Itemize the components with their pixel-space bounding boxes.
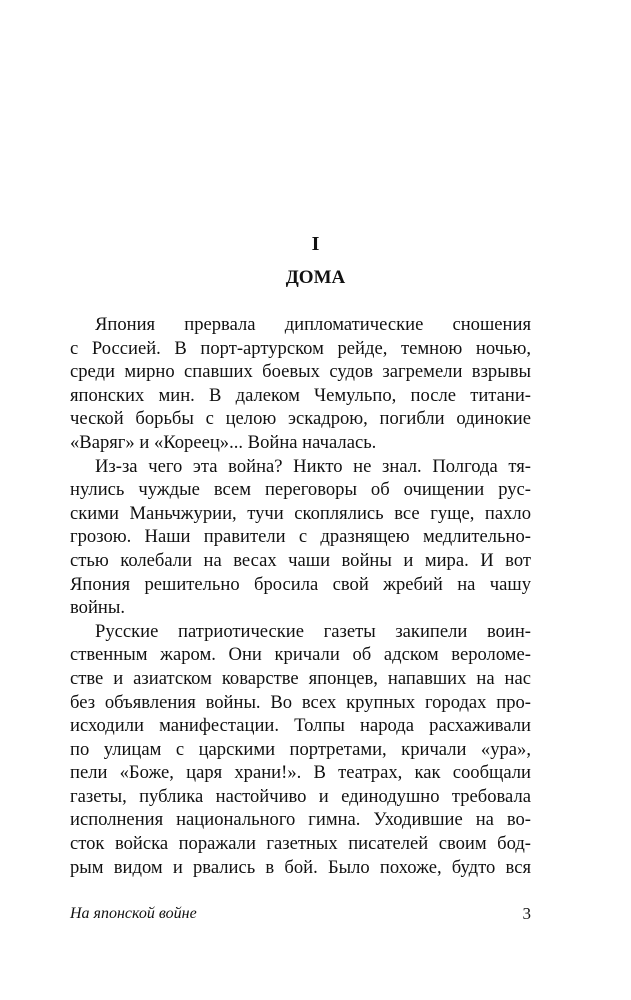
text-line: среди мирно спавших боевых судов загремели взрывы bbox=[70, 361, 531, 383]
text-line: Русские патриотические газеты закипели воин- bbox=[95, 620, 531, 642]
paragraph bbox=[70, 620, 531, 880]
text-line: Япония прервала дипломатические сношения bbox=[95, 314, 531, 335]
footer-book-title: На японской войне bbox=[70, 905, 197, 922]
text-line: пели «Боже, царя храни!». В театрах, как сообщали bbox=[70, 762, 531, 784]
chapter-number: I bbox=[311, 233, 320, 255]
text-line: без объявления войны. Во всех крупных городах про- bbox=[70, 691, 531, 713]
body-text bbox=[70, 313, 531, 879]
paragraph bbox=[70, 313, 531, 455]
text-line: нулись чуждые всем переговоры об очищении рус- bbox=[70, 479, 531, 501]
text-line: скими Маньчжурии, тучи скоплялись все гуще, пахло bbox=[70, 502, 531, 524]
text-line: стью колебали на весах чаши войны и мира. И вот bbox=[70, 549, 531, 571]
text-line: грозою. Наши правители с дразнящею медлительно- bbox=[70, 526, 531, 548]
text-line: Япония решительно бросила свой жребий на чашу bbox=[70, 573, 531, 595]
text-line: войны. bbox=[70, 597, 125, 619]
text-line: ственным жаром. Они кричали об адском вероломе- bbox=[70, 644, 531, 666]
chapter-title: ДОМА bbox=[285, 267, 346, 288]
paragraph bbox=[70, 455, 531, 620]
text-line: сток войска поражали газетных писателей своим бод- bbox=[70, 833, 531, 855]
text-line: исходили манифестации. Толпы народа расхаживали bbox=[70, 715, 531, 737]
text-line: «Варяг» и «Кореец»... Война началась. bbox=[70, 431, 377, 453]
page-number: 3 bbox=[522, 904, 531, 923]
text-line: Из-за чего эта война? Никто не знал. Полгода тя- bbox=[95, 455, 531, 477]
text-line: по улицам с царскими портретами, кричали «ура», bbox=[70, 738, 531, 760]
text-line: исполнения национального гимна. Уходившие на во- bbox=[70, 809, 531, 831]
text-line: газеты, публика настойчиво и единодушно требовала bbox=[70, 785, 531, 807]
text-line: ческой борьбы с целою эскадрою, погибли одинокие bbox=[70, 408, 531, 430]
text-line: японских мин. В далеком Чемульпо, после титани- bbox=[70, 384, 531, 406]
text-line: рым видом и рвались в бой. Было похоже, будто вся bbox=[70, 856, 531, 878]
text-line: с Россией. В порт-артурском рейде, темною ночью, bbox=[70, 337, 531, 359]
text-line: стве и азиатском коварстве японцев, напавших на нас bbox=[70, 667, 531, 689]
